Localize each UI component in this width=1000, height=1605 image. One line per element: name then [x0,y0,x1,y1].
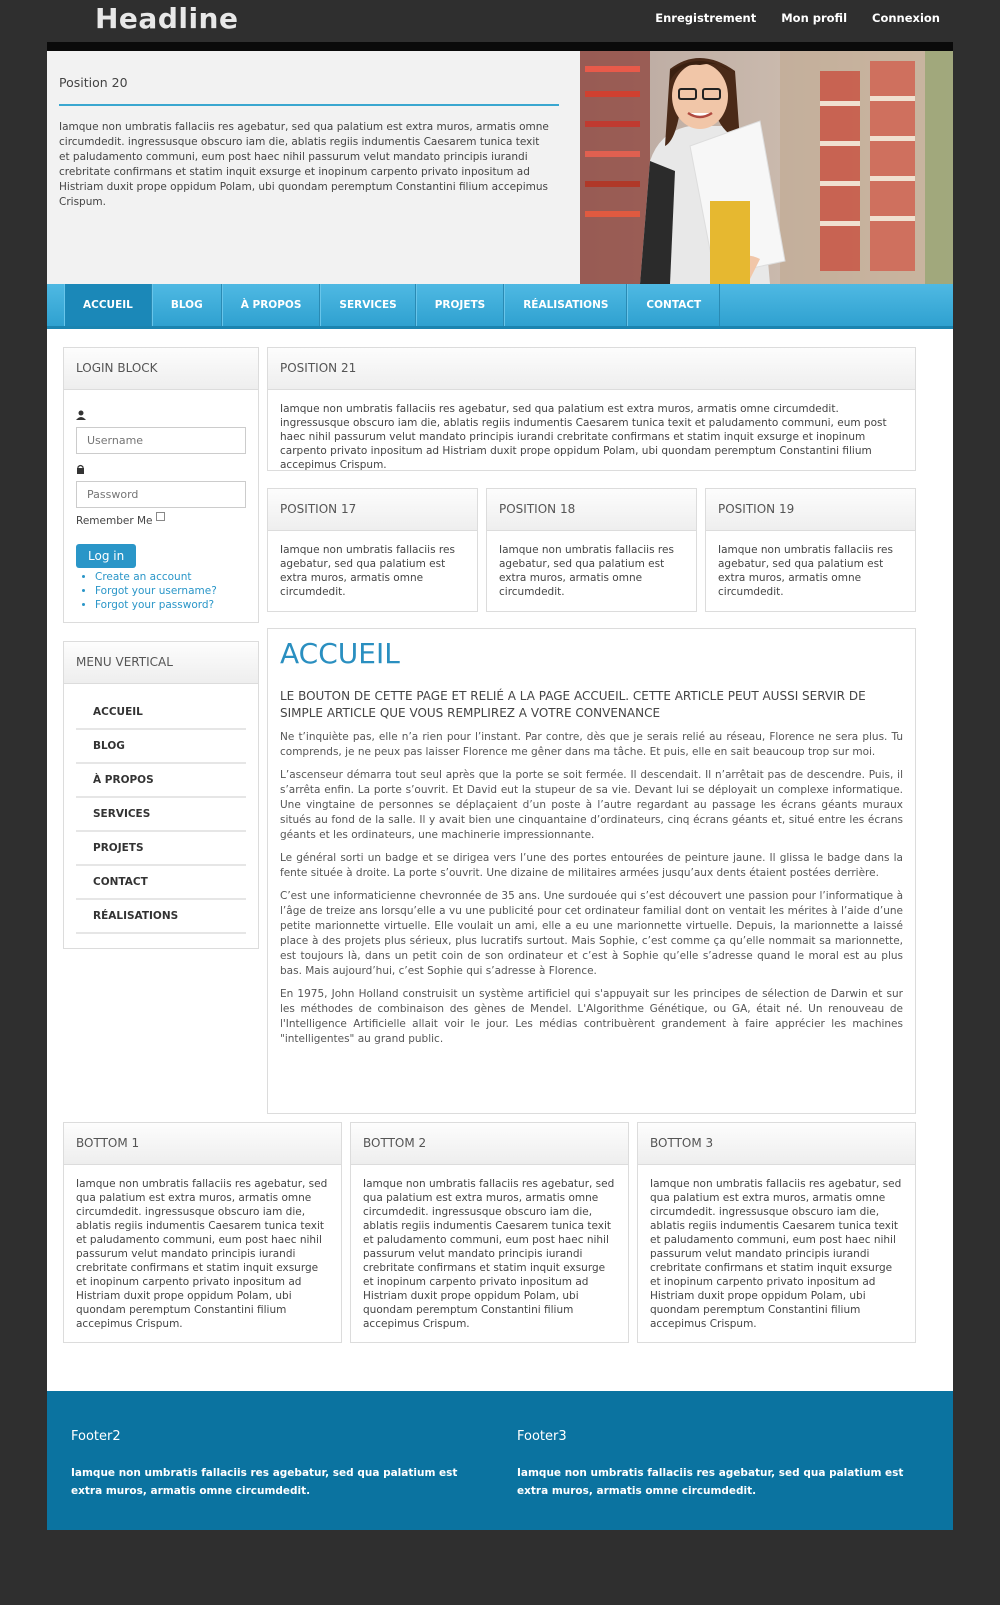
vertical-menu-title: MENU VERTICAL [64,642,258,684]
main-article [267,628,916,1114]
position-18-body: Iamque non umbratis fallaciis res agebatur, sed qua palatium est extra muros, armatis omne circumdedit. [499,544,674,598]
vertical-menu [63,641,259,949]
login-link[interactable]: Connexion [872,11,940,25]
nav-item-blog[interactable]: BLOG [152,284,222,326]
vmenu-item-blog[interactable]: BLOG [76,730,246,764]
bottom-3 [637,1122,916,1343]
footer-2 [71,1429,471,1500]
bottom-1-body: Iamque non umbratis fallaciis res agebatur, sed qua palatium est extra muros, armatis omne circumdedit. ingressusque obscuro iam die, ablatis regiis indumentis Caesarem tunica texit et paludamento communi, eum post haec nihil passurum velut mandato principis iurandi crebritate confirmans et statim inquit exsurge et inopinum carpento privato inpositum ad Histriam duxit prope oppidum Polam, ubi quondam peremptum Constantini filium accepimus Crispum. [76,1178,328,1330]
bottom-3-title: BOTTOM 3 [638,1123,915,1165]
create-account-link[interactable]: • Create an account [95,570,246,584]
position-21 [267,347,916,471]
login-block-title: LOGIN BLOCK [64,348,258,390]
article-paragraph: Ne t’inquiète pas, elle n’a rien pour l’instant. Par contre, dès que je serais relié au réseau, Florence ne sera plus. Tu comprends, je ne peux pas laisser Florence me gêner dans ma tâche. Et puis, elle en sait beaucoup trop sur moi. [280,731,903,758]
position-17-body: Iamque non umbratis fallaciis res agebatur, sed qua palatium est extra muros, armatis omne circumdedit. [280,544,455,598]
article-paragraph: C’est une informaticienne chevronnée de 35 ans. Une surdouée qui s’est découvert une passion pour l’informatique à l’âge de treize ans lorsqu’elle a vu une publicité pour cet ordinateur familial dont on ventait les mérites à l’aide d’une petite marionnette virtuelle. Elle voulait un ami, elle a eu une marionnette virtuelle. Depuis, la marionnette a laissé place à des projets plus sérieux, plus lucratifs surtout. Mais Sophie, c’est comme ça qu’elle nommait sa marionnette, est toujours là, dans un petit coin de son ordinateur et c’est à Sophie qu’elle s’adresse quand le moral est au plus bas. Mais aujourd’hui, c’est Sophie qui s’adresse à Florence. [280,890,903,977]
user-icon [76,410,246,425]
bottom-2-title: BOTTOM 2 [351,1123,628,1165]
position-21-title: POSITION 21 [268,348,915,390]
register-link[interactable]: Enregistrement [655,11,757,25]
hero-title: Position 20 [59,75,559,106]
nav-item-realisations[interactable]: RÉALISATIONS [504,284,627,326]
remember-me-checkbox[interactable] [156,512,165,521]
password-input[interactable] [76,481,246,508]
hero-section [47,51,953,284]
position-17-title: POSITION 17 [268,489,477,531]
username-input[interactable] [76,427,246,454]
bottom-2-body: Iamque non umbratis fallaciis res agebatur, sed qua palatium est extra muros, armatis omne circumdedit. ingressusque obscuro iam die, ablatis regiis indumentis Caesarem tunica texit et paludamento communi, eum post haec nihil passurum velut mandato principis iurandi crebritate confirmans et statim inquit exsurge et inopinum carpento privato inpositum ad Histriam duxit prope oppidum Polam, ubi quondam peremptum Constantini filium accepimus Crispum. [363,1178,615,1330]
article-title: ACCUEIL [280,637,400,670]
forgot-username-link[interactable]: • Forgot your username? [95,584,246,598]
forgot-password-link[interactable]: • Forgot your password? [95,598,246,612]
footer [47,1391,953,1530]
nav-item-accueil[interactable]: ACCUEIL [64,284,152,326]
nav-item-services[interactable]: SERVICES [320,284,415,326]
vmenu-item-accueil[interactable]: ACCUEIL [76,696,246,730]
top-links [655,11,940,25]
hero-body: Iamque non umbratis fallaciis res agebatur, sed qua palatium est extra muros, armatis omne circumdedit. ingressusque obscuro iam die, ablatis regiis indumentis Caesarem tunica texit et paludamento communi, eum post haec nihil passurum velut mandato principis iurandi crebritate confirmans et statim inquit exsurge et inopinum carpento privato inpositum ad Histriam duxit prope oppidum Polam, ubi quondam peremptum Constantini filium accepimus Crispum. [59,121,549,208]
article-subtitle: LE BOUTON DE CETTE PAGE ET RELIÉ A LA PAGE ACCUEIL. CETTE ARTICLE PEUT AUSSI SERVIR DE SIMPLE ARTICLE QUE VOUS REMPLIREZ A VOTRE CONVENANCE [280,689,866,720]
vmenu-item-services[interactable]: SERVICES [76,798,246,832]
vmenu-item-contact[interactable]: CONTACT [76,866,246,900]
position-17 [267,488,478,612]
bottom-2 [350,1122,629,1343]
nav-item-contact[interactable]: CONTACT [627,284,720,326]
bottom-1 [63,1122,342,1343]
footer-3 [517,1429,917,1500]
hero-student-image [580,51,953,284]
nav-item-projets[interactable]: PROJETS [416,284,505,326]
position-18 [486,488,697,612]
remember-me-label: Remember Me [76,515,153,527]
vmenu-item-a-propos[interactable]: À PROPOS [76,764,246,798]
footer-2-body: Iamque non umbratis fallaciis res agebatur, sed qua palatium est extra muros, armatis omne circumdedit. [71,1467,458,1497]
lock-icon [76,464,246,479]
page-wrapper [47,42,953,1521]
nav-item-a-propos[interactable]: À PROPOS [222,284,321,326]
bottom-3-body: Iamque non umbratis fallaciis res agebatur, sed qua palatium est extra muros, armatis omne circumdedit. ingressusque obscuro iam die, ablatis regiis indumentis Caesarem tunica texit et paludamento communi, eum post haec nihil passurum velut mandato principis iurandi crebritate confirmans et statim inquit exsurge et inopinum carpento privato inpositum ad Histriam duxit prope oppidum Polam, ubi quondam peremptum Constantini filium accepimus Crispum. [650,1178,902,1330]
article-paragraph: L’ascenseur démarra tout seul après que la porte se soit fermée. Il descendait. Il n’arrêtait pas de descendre. Puis, il s’arrêta enfin. La porte s’ouvrit. Et David eut la stupeur de sa vie. Devant lui se déployait un complexe informatique. Une vingtaine de personnes se déplaçaient d’un poste à l’autre regardant au passage les écrans géants muraux situés au fond de la salle. Il y avait bien une cinquantaine d’ordinateurs, cinq écrans géants et, situé entre les écrans géants et les ordinateurs, une machinerie impressionnante. [280,769,903,841]
footer-3-body: Iamque non umbratis fallaciis res agebatur, sed qua palatium est extra muros, armatis omne circumdedit. [517,1467,904,1497]
position-18-title: POSITION 18 [487,489,696,531]
hero-text [59,75,559,210]
login-block [63,347,259,623]
position-19-body: Iamque non umbratis fallaciis res agebatur, sed qua palatium est extra muros, armatis omne circumdedit. [718,544,893,598]
profile-link[interactable]: Mon profil [781,11,848,25]
position-21-body: Iamque non umbratis fallaciis res agebatur, sed qua palatium est extra muros, armatis omne circumdedit. ingressusque obscuro iam die, ablatis regiis indumentis Caesarem tunica texit et paludamento communi, eum post haec nihil passurum velut mandato principis iurandi crebritate confirmans et statim inquit exsurge et inopinum carpento privato inpositum ad Histriam duxit prope oppidum Polam, ubi quondam peremptum Constantini filium accepimus Crispum. [280,403,887,471]
login-links [76,570,246,612]
main-nav [47,284,953,329]
footer-3-title: Footer3 [517,1429,567,1444]
remember-me [76,514,246,528]
position-19-title: POSITION 19 [706,489,915,531]
site-logo[interactable]: Headline [95,2,239,35]
position-19 [705,488,916,612]
bottom-1-title: BOTTOM 1 [64,1123,341,1165]
article-paragraph: Le général sorti un badge et se dirigea vers l’une des portes entourées de peinture jaune. Il glissa le badge dans la fente située à droite. La porte s’ouvrit. Une dizaine de militaires armées jusqu’aux dents étaient postées derrière. [280,852,903,879]
footer-2-title: Footer2 [71,1429,121,1444]
vmenu-item-realisations[interactable]: RÉALISATIONS [76,900,246,934]
vmenu-item-projets[interactable]: PROJETS [76,832,246,866]
article-paragraph: En 1975, John Holland construisit un système artificiel qui s'appuyait sur les principes de sélection de Darwin et sur les méthodes de combinaison des gènes de Mendel. L'Algorithme Génétique, ou GA, était né. Un renouveau de l'Intelligence Artificielle allait voir le jour. Les médias contribuèrent grandement à faire apprécier les machines "intelligentes" au grand public. [280,988,903,1045]
top-bar [0,0,1000,42]
login-button[interactable]: Log in [76,544,136,568]
